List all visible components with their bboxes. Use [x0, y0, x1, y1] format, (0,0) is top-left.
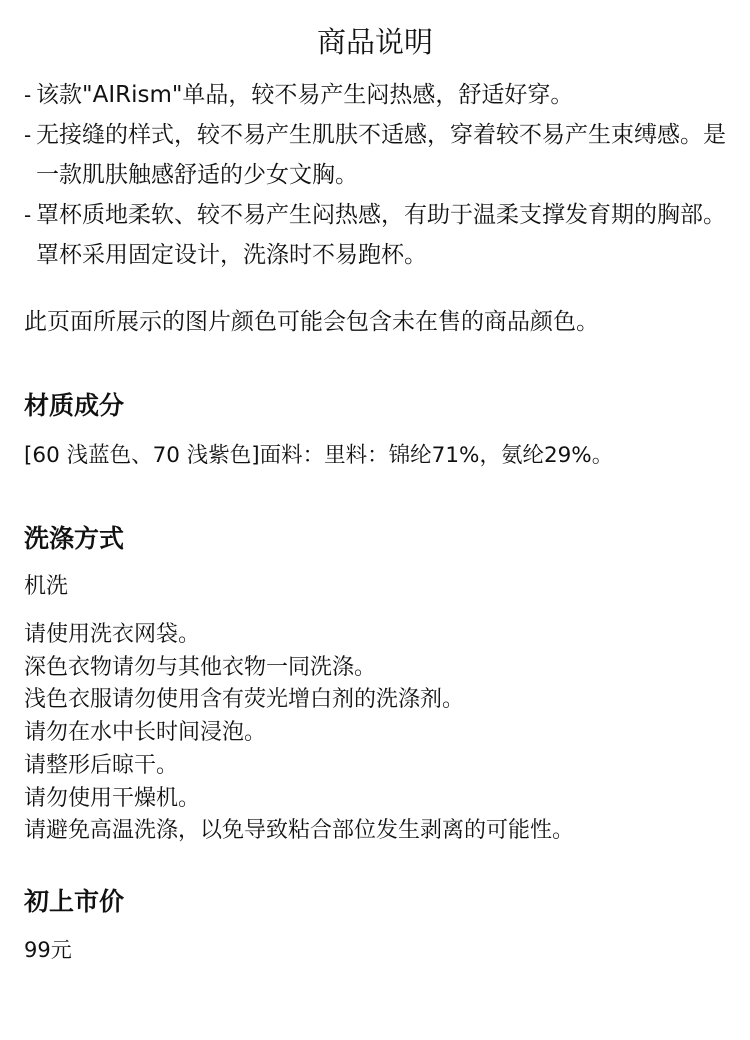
washing-instructions — [24, 619, 750, 848]
feature-item — [24, 115, 730, 195]
material-text: [60 浅蓝色、70 浅紫色]面料：里料：锦纶71%，氨纶29%。 — [24, 443, 614, 468]
color-disclaimer: 此页面所展示的图片颜色可能会包含未在售的商品颜色。 — [24, 309, 599, 335]
washing-instruction: 请勿在水中长时间浸泡。 — [24, 720, 267, 746]
price-value: 99元 — [24, 937, 72, 962]
washing-instruction: 请避免高温洗涤，以免导致粘合部位发生剥离的可能性。 — [24, 818, 575, 844]
washing-instruction: 请使用洗衣网袋。 — [24, 622, 201, 647]
price-heading: 初上市价 — [24, 886, 125, 916]
feature-item — [24, 75, 730, 115]
bullet-marker: - — [24, 203, 32, 227]
bullet-marker: - — [24, 83, 32, 107]
feature-list — [24, 75, 730, 275]
washing-instruction: 深色衣物请勿与其他衣物一同洗涤。 — [24, 654, 377, 680]
washing-instruction: 浅色衣服请勿使用含有荧光增白剂的洗涤剂。 — [24, 687, 465, 713]
feature-text: 罩杯质地柔软、较不易产生闷热感，有助于温柔支撑发育期的胸部。罩杯采用固定设计，洗涤时不易跑杯。 — [36, 202, 726, 268]
washing-instruction: 请整形后晾干。 — [24, 752, 179, 778]
washing-method: 机洗 — [24, 574, 69, 599]
feature-text: 该款"AIRism"单品，较不易产生闷热感，舒适好穿。 — [36, 82, 574, 108]
washing-instruction: 请勿使用干燥机。 — [24, 785, 201, 811]
washing-heading: 洗涤方式 — [24, 524, 125, 553]
material-heading: 材质成分 — [24, 391, 125, 420]
page-title: 商品说明 — [316, 25, 433, 59]
feature-text: 无接缝的样式，较不易产生肌肤不适感，穿着较不易产生束缚感。是一款肌肤触感舒适的少女文胸。 — [36, 122, 726, 188]
bullet-marker: - — [24, 123, 32, 147]
feature-item — [24, 195, 730, 275]
